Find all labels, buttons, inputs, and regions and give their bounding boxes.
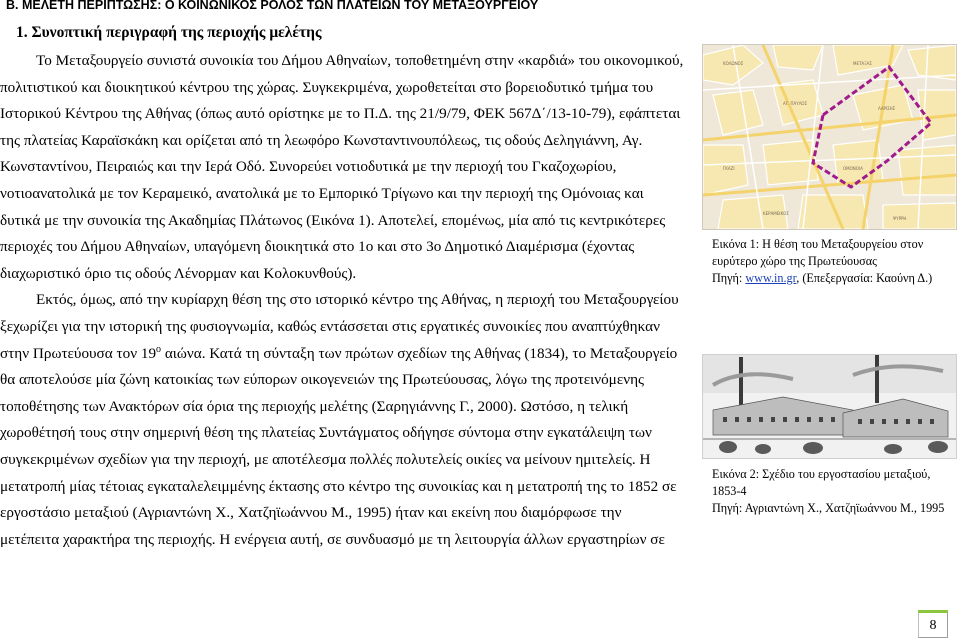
body-line [0, 101, 692, 128]
svg-text:ΜΕΤΑΞΑΣ: ΜΕΤΑΞΑΣ [853, 61, 872, 66]
body-line-text: Εκτός, όμως, από την κυρίαρχη θέση της στο ιστορικό κέντρο της Αθήνας, η περιοχή του Μεταξουργείου [36, 291, 679, 309]
body-line [0, 314, 692, 341]
body-line-text: εργοστάσιο μεταξιού (Αγριαντώνη Χ., Χατζηϊωάννου Μ., 1995) ήταν και εκείνη που διαμόρφωσε την [0, 504, 622, 522]
source-link[interactable]: www.in.gr [745, 271, 797, 285]
source-label: Πηγή: [712, 271, 746, 285]
body-line-text: Κωνσταντίνου, Πειραιώς και την Ιερά Οδό. Συνορεύει νοτιοδυτικά με την περιοχή του Γκαζοχωρίου, [0, 158, 617, 176]
body-line-text: δυτικά με την συνοικία της Ακαδημίας Πλάτωνος (Εικόνα 1). Αποτελεί, επομένως, μία από τις κεντρικότερες [0, 211, 666, 229]
svg-text:ΚΕΡΑΜΕΙΚΟΣ: ΚΕΡΑΜΕΙΚΟΣ [763, 211, 789, 216]
svg-text:ΟΜΟΝΟΙΑ: ΟΜΟΝΟΙΑ [843, 166, 863, 171]
body-line-text: τοποθέτησης των Ανακτόρων σία όρια της περιοχής μελέτης (Σαρηγιάννης Γ., 2000). Ωστόσο, η τελική [0, 397, 629, 415]
body-line [0, 48, 692, 75]
figure2-caption-line: Εικόνα 2: Σχέδιο του εργοστασίου μεταξιού, [712, 467, 931, 481]
factory-drawing-image [702, 354, 957, 459]
body-line-text: μετέπειτα χαρακτήρα της περιοχής. Η ενέργεια αυτή, σε συνδυασμό με τη λειτουργία άλλων εργαστηρίων σε [0, 530, 665, 548]
svg-text:ΓΚΑΖΙ: ΓΚΑΖΙ [723, 166, 735, 171]
body-line [0, 367, 692, 394]
body-line [0, 234, 692, 261]
page-number-accent [918, 610, 948, 613]
svg-text:ΚΟΛΩΝΟΣ: ΚΟΛΩΝΟΣ [723, 61, 744, 66]
body-line-text: διαχωριστικό όριο τις οδούς Λένορμαν και Κολοκυνθούς). [0, 264, 357, 282]
body-line-text: Ιστορικού Κέντρου της Αθήνας (όπως αυτό ορίστηκε με το Π.Δ. της 21/9/79, ΦΕΚ 567Δ΄/13-10-79), εφάπτεται [0, 105, 681, 123]
body-line-text: περιοχές του Δήμου Αθηναίων, υπαγόμενη διοικητικά στο 1ο και στο 3ο Δημοτικό Διαμέρισμα (έχοντας [0, 238, 635, 256]
body-line-text: θα αποτελούσε μία ζώνη κατοικίας των εύπορων οικογενειών της Πρωτεύουσας, λόγω της προτεινόμενης [0, 371, 645, 389]
body-line [0, 154, 692, 181]
body-line [0, 394, 692, 421]
section-heading: Β. ΜΕΛΕΤΗ ΠΕΡΙΠΤΩΣΗΣ: Ο ΚΟΙΝΩΝΙΚΟΣ ΡΟΛΟΣ ΤΩΝ ΠΛΑΤΕΙΩΝ ΤΟΥ ΜΕΤΑΞΟΥΡΓΕΙΟΥ [6, 0, 539, 12]
figure2-caption [712, 466, 944, 517]
body-line-text: πολιτιστικού και διοικητικού κέντρου της χώρας. Συγκεκριμένα, χωροθετείται στο βορειοδυτικό τμήμα του [0, 78, 654, 96]
body-line [0, 474, 692, 501]
body-line-text: ξεχωρίζει για την ιστορική της φυσιογνωμία, καθώς εντάσσεται στις εργατικές συνοικίες που αναπτύχθηκαν [0, 317, 660, 335]
figure1-caption-line: ευρύτερο χώρο της Πρωτεύουσας [712, 254, 877, 268]
figure1-caption-line: Εικόνα 1: Η θέση του Μεταξουργείου στον [712, 237, 924, 251]
figure1-caption [712, 236, 932, 287]
body-line [0, 287, 692, 314]
figure1-source [712, 270, 932, 287]
body-line [0, 527, 692, 554]
figure2-source: Πηγή: Αγριαντώνη Χ., Χατζηϊωάννου Μ., 1995 [712, 501, 945, 515]
body-line [0, 208, 692, 235]
body-line-text: αιώνα. Κατά τη σύνταξη των πρώτων σχεδίων της Αθήνας (1834), το Μεταξουργείο [161, 344, 678, 362]
body-line-text: συγκεκριμένων σχεδίων για την περιοχή, με αποτέλεσμα πολλές πολυτελείς οικίες να μείνουν ημιτελείς. Η [0, 450, 651, 468]
source-suffix: , (Επεξεργασία: Καούνη Δ.) [796, 271, 933, 285]
page-number-box [918, 613, 948, 638]
superscript: ο [156, 343, 162, 355]
figure2-caption-line: 1853-4 [712, 484, 747, 498]
body-line [0, 75, 692, 102]
body-line [0, 500, 692, 527]
body-line-text: μετατροπή μίας τέτοιας εγκαταλελειμμένης έκτασης στο κέντρο της συνοικίας και η μετατροπή της το 1852 σε [0, 477, 677, 495]
body-line-text: Το Μεταξουργείο συνιστά συνοικία του Δήμου Αθηναίων, τοποθετημένη στην «καρδιά» του οικονομικού, [36, 52, 684, 69]
page-number: 8 [929, 618, 937, 633]
body-line-text: στην Πρωτεύουσα τον 19 [0, 344, 157, 362]
svg-text:ΛΑΡΙΣΗΣ: ΛΑΡΙΣΗΣ [878, 106, 896, 111]
body-line-text: νοτιοανατολικά με τον Κεραμεικό, ανατολικά με το Εμπορικό Τρίγωνο και την περιοχή της Ομόνοιας και [0, 184, 644, 202]
map-illustration [703, 45, 956, 229]
body-line-text: χωροθέτησή τους στην σημερινή θέση της πλατείας Συντάγματος οδήγησε σύντομα στην εγκατάλειψη των [0, 424, 652, 442]
body-line [0, 341, 692, 368]
svg-text:ΨΥΡΡΗ: ΨΥΡΡΗ [893, 216, 907, 221]
body-line-text: της πλατείας Καραϊσκάκη και ορίζεται από τη λεωφόρο Κωνσταντινουπόλεως, τις οδούς Δεληγιάννη, Αγ. [0, 131, 643, 149]
body-line [0, 447, 692, 474]
svg-text:ΑΓ. ΠΑΥΛΟΣ: ΑΓ. ΠΑΥΛΟΣ [783, 101, 808, 106]
body-text [0, 48, 692, 553]
body-line [0, 261, 692, 288]
factory-illustration [703, 355, 956, 458]
subsection-heading: 1. Συνοπτική περιγραφή της περιοχής μελέτης [16, 24, 322, 41]
map-image [702, 44, 957, 230]
body-line [0, 181, 692, 208]
body-line [0, 128, 692, 155]
body-line [0, 420, 692, 447]
